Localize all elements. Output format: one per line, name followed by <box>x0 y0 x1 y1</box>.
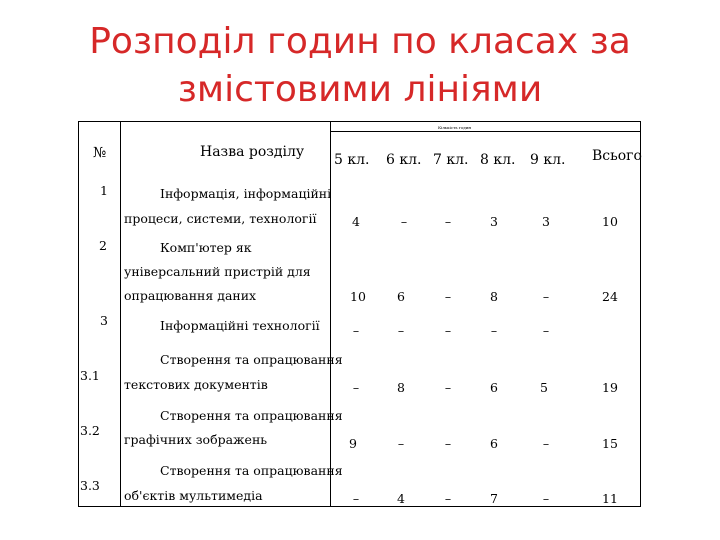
row-3-2-class-7: – <box>444 436 452 451</box>
row-1-class-9: 3 <box>542 214 550 229</box>
row-3-class-9: – <box>542 323 550 338</box>
row-2-name-line-2: універсальний пристрій для <box>124 264 311 279</box>
header-class-9: 9 кл. <box>530 152 566 168</box>
column-divider-number <box>120 121 121 507</box>
row-2-name-line-1: Комп'ютер як <box>160 240 252 255</box>
row-1-total: 10 <box>602 214 618 229</box>
row-3-2-number: 3.2 <box>80 423 100 438</box>
row-3-1-class-7: – <box>444 380 452 395</box>
row-2-class-7: – <box>444 289 452 304</box>
row-3-3-class-5: – <box>352 491 360 506</box>
header-class-6: 6 кл. <box>386 152 422 168</box>
row-3-2-name-line-1: Створення та опрацювання <box>160 408 343 423</box>
header-subdivider <box>330 131 641 132</box>
header-number: № <box>93 145 107 161</box>
row-3-1-class-9: 5 <box>540 380 548 395</box>
row-2-class-8: 8 <box>490 289 498 304</box>
slide-title-line-1: Розподіл годин по класах за <box>89 21 631 62</box>
row-3-class-8: – <box>490 323 498 338</box>
row-1-class-8: 3 <box>490 214 498 229</box>
row-3-number: 3 <box>100 313 108 328</box>
row-3-2-class-6: – <box>397 436 405 451</box>
row-3-2-total: 15 <box>602 436 618 451</box>
row-2-class-5: 10 <box>350 289 366 304</box>
header-total: Всього <box>592 148 642 164</box>
hours-caption: Кількість годин <box>438 125 472 130</box>
row-2-class-9: – <box>542 289 550 304</box>
row-3-3-class-8: 7 <box>490 491 498 506</box>
row-1-class-6: – <box>400 214 408 229</box>
row-3-2-name-line-2: графічних зображень <box>124 432 268 447</box>
row-3-1-name-line-1: Створення та опрацювання <box>160 352 343 367</box>
row-3-1-total: 19 <box>602 380 618 395</box>
slide-title <box>0 18 720 114</box>
row-3-1-class-8: 6 <box>490 380 498 395</box>
column-divider-name <box>330 121 331 507</box>
row-3-3-class-9: – <box>542 491 550 506</box>
row-3-name-line-1: Інформаційні технології <box>160 318 320 333</box>
slide-title-line-2: змістовими лініями <box>177 69 543 110</box>
row-3-class-6: – <box>397 323 405 338</box>
row-3-3-class-7: – <box>444 491 452 506</box>
row-2-number: 2 <box>99 238 107 253</box>
row-3-class-5: – <box>352 323 360 338</box>
row-3-3-number: 3.3 <box>80 478 100 493</box>
row-1-name-line-2: процеси, системи, технології <box>124 211 317 226</box>
row-1-class-7: – <box>444 214 452 229</box>
row-2-class-6: 6 <box>397 289 405 304</box>
row-3-3-class-6: 4 <box>397 491 405 506</box>
row-1-number: 1 <box>100 183 108 198</box>
row-3-1-class-5: – <box>352 380 360 395</box>
row-3-2-class-9: – <box>542 436 550 451</box>
row-1-class-5: 4 <box>352 214 360 229</box>
row-3-class-7: – <box>444 323 452 338</box>
row-3-3-total: 11 <box>602 491 618 506</box>
row-1-name-line-1: Інформація, інформаційні <box>160 186 332 201</box>
row-3-1-name-line-2: текстових документів <box>124 377 268 392</box>
header-class-8: 8 кл. <box>480 152 516 168</box>
header-section-name: Назва розділу <box>200 144 305 160</box>
row-3-3-name-line-2: об'єктів мультимедіа <box>124 488 263 503</box>
header-class-7: 7 кл. <box>433 152 469 168</box>
row-2-total: 24 <box>602 289 618 304</box>
row-3-2-class-5: 9 <box>349 436 357 451</box>
row-3-3-name-line-1: Створення та опрацювання <box>160 463 343 478</box>
row-3-1-class-6: 8 <box>397 380 405 395</box>
row-3-1-number: 3.1 <box>80 368 100 383</box>
row-3-2-class-8: 6 <box>490 436 498 451</box>
row-2-name-line-3: опрацювання даних <box>124 288 257 303</box>
header-class-5: 5 кл. <box>334 152 370 168</box>
